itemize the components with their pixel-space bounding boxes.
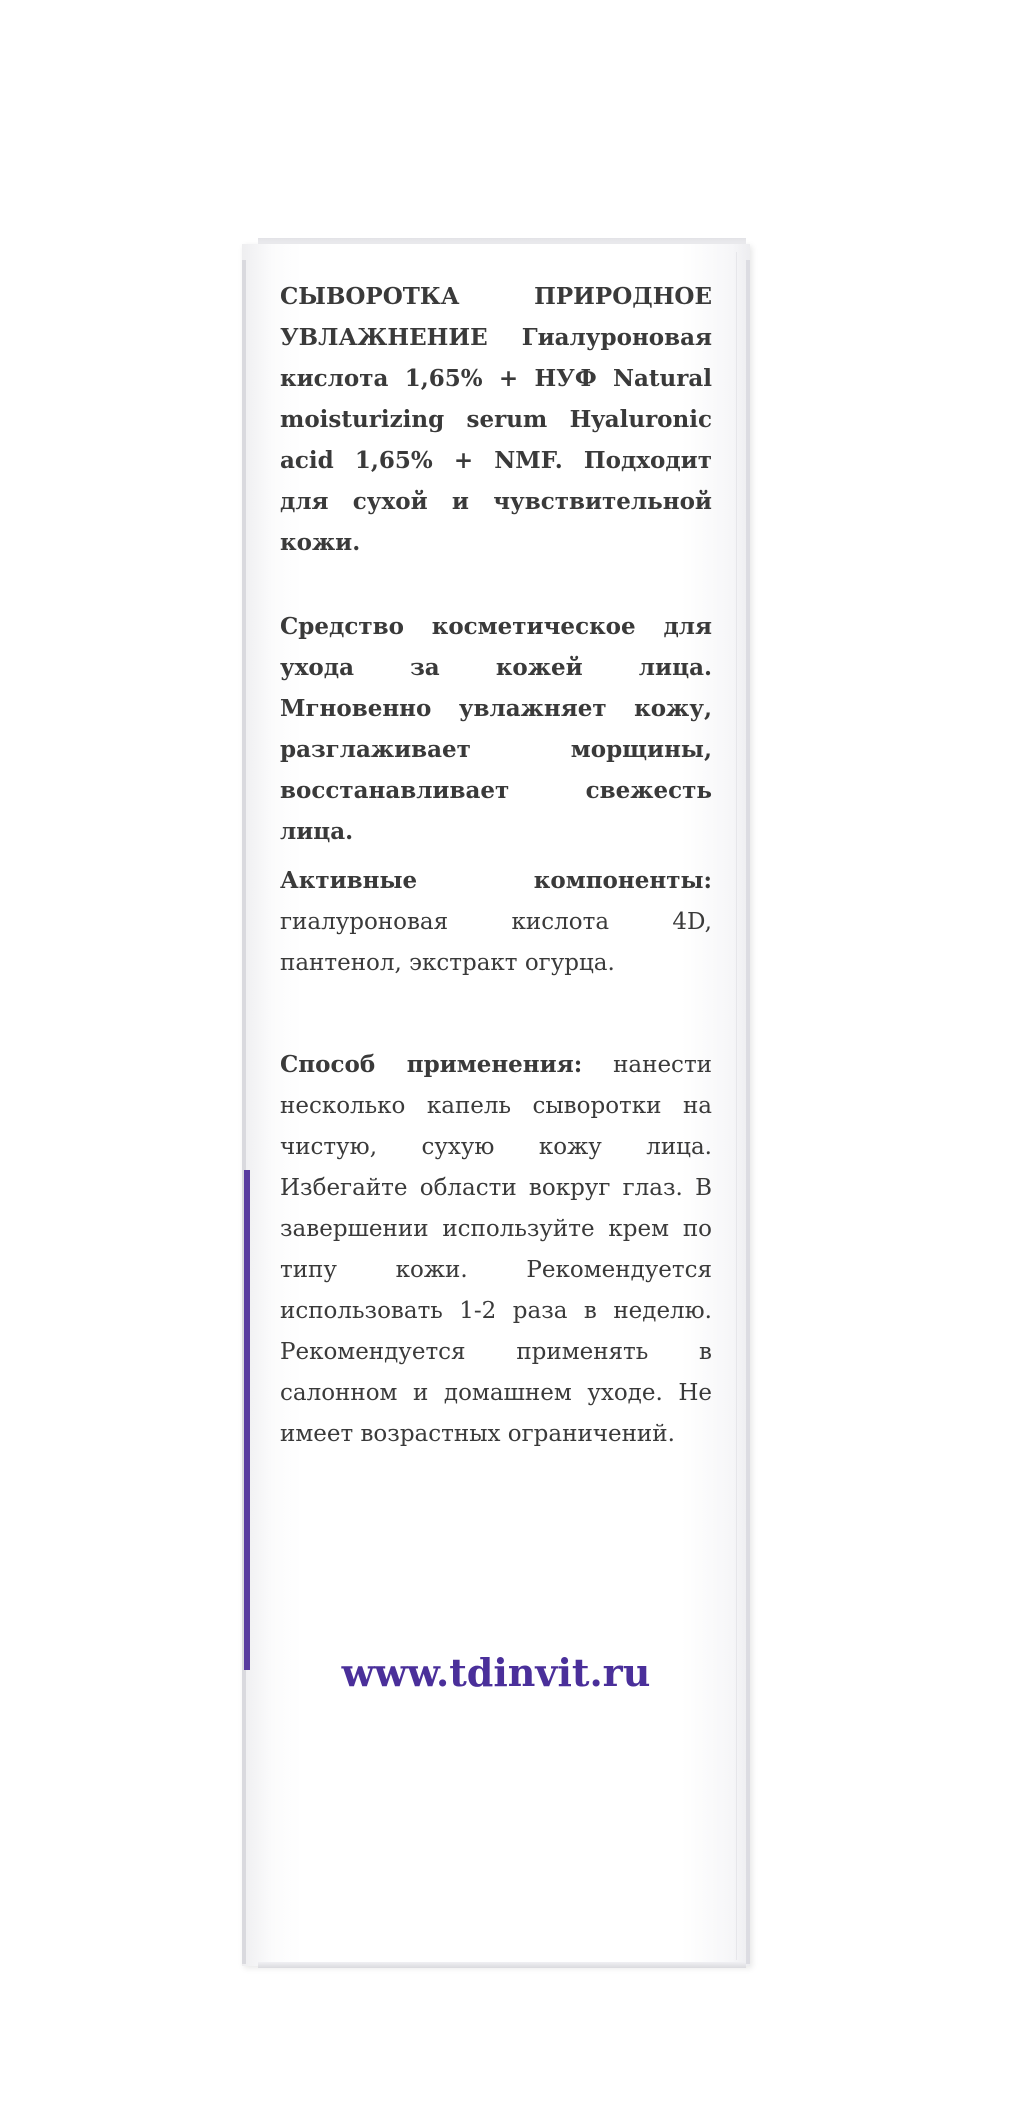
ingredients-section — [280, 860, 712, 984]
product-purpose: Средство косметическое для ухода за кожей лица. Мгновенно увлажняет кожу, разглаживает морщины, восстанавливает свежесть лица. — [280, 613, 712, 845]
product-title: СЫВОРОТКА ПРИРОДНОЕ УВЛАЖНЕНИЕ Гиалуроновая кислота 1,65% + НУФ Natural moisturizing serum Hyaluronic acid 1,65% + NMF. Подходит для сухой и чувствительной кожи. — [280, 283, 712, 556]
usage-text: нанести несколько капель сыворотки на чистую, сухую кожу лица. Избегайте области вокруг глаз. В завершении используйте крем по типу кожи. Рекомендуется использовать 1-2 раза в неделю. Рекомендуется применять в салонном и домашнем уходе. Не имеет возрастных ограничений. — [280, 1052, 712, 1447]
ingredients-heading: Активные компоненты: — [280, 867, 712, 894]
box-right-edge — [746, 260, 750, 1964]
ingredients-text: гиалуроновая кислота 4D, пантенол, экстракт огурца. — [280, 909, 712, 976]
box-left-edge — [242, 260, 246, 1964]
usage-heading: Способ применения: — [280, 1051, 583, 1078]
box-fold-line — [736, 252, 737, 1960]
website-url: www.tdinvit.ru — [341, 1650, 651, 1695]
usage-section — [280, 1044, 712, 1455]
box-bottom-edge — [258, 1962, 746, 1968]
box-side-stripe — [244, 1170, 250, 1670]
